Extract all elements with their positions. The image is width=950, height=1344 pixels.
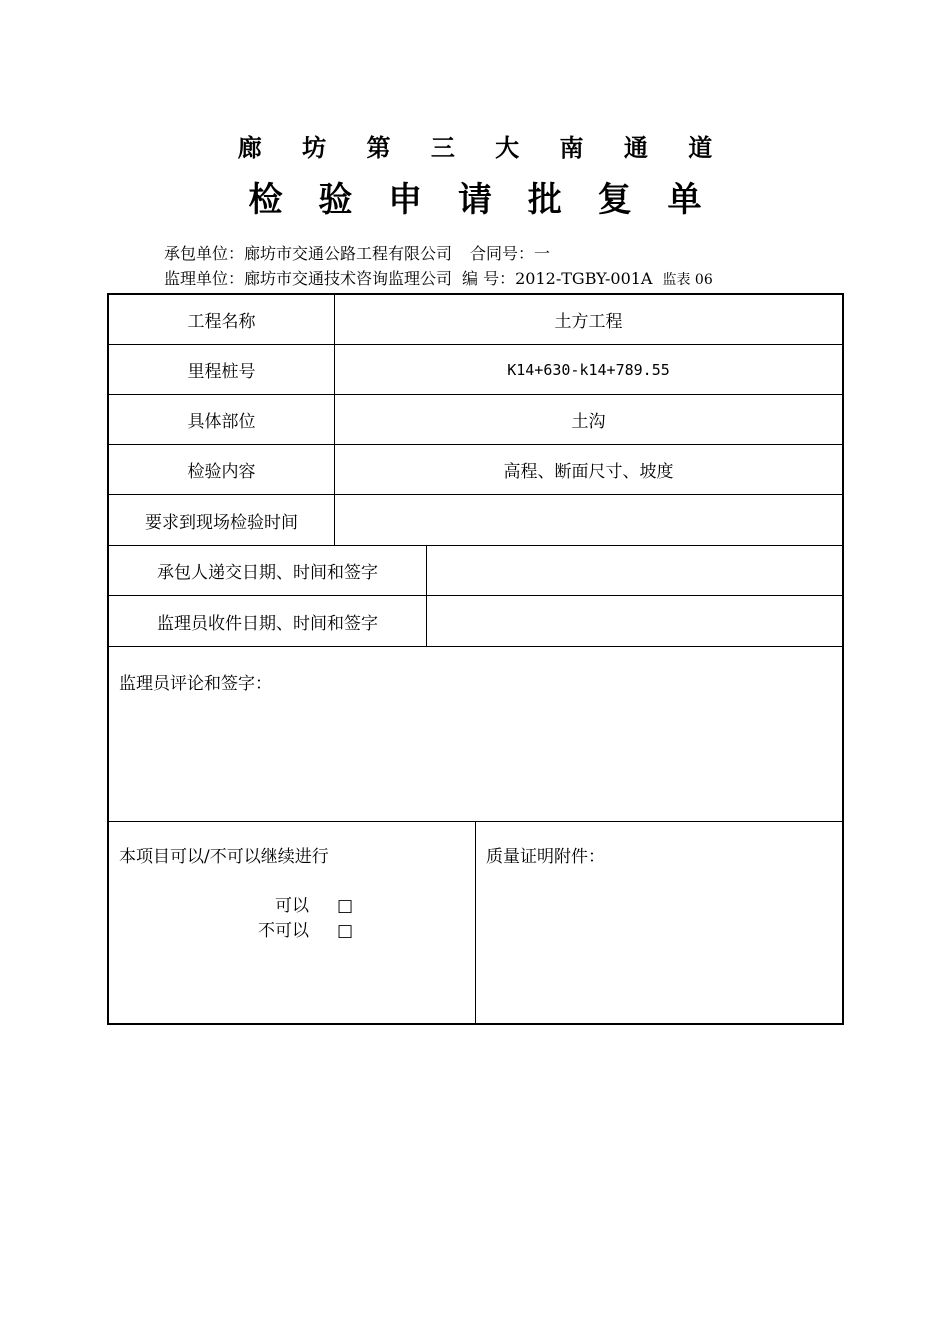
contractor-value: 廊坊市交通公路工程有限公司: [244, 244, 453, 263]
supervisor-label: 监理单位：: [164, 269, 245, 288]
row-label: 要求到现场检验时间: [109, 495, 335, 545]
attachment-label: 质量证明附件：: [486, 847, 605, 867]
checkbox-yes[interactable]: □: [337, 896, 354, 916]
contract-no-value: 一: [534, 244, 551, 263]
row-label: 承包人递交日期、时间和签字: [109, 546, 427, 595]
continue-label: 本项目可以/不可以继续进行: [119, 847, 329, 867]
row-label: 具体部位: [109, 395, 335, 444]
supervisor-comment-area[interactable]: [109, 647, 842, 822]
table-row: [109, 345, 842, 395]
serial-label: 编 号：: [462, 269, 516, 288]
supervisor-receipt-value[interactable]: [427, 596, 842, 646]
inspection-form-table: [107, 293, 844, 1025]
document-title-line2: 检 验 申 请 批 复 单: [248, 180, 714, 220]
comment-label: 监理员评论和签字：: [119, 674, 272, 694]
table-row: [109, 395, 842, 445]
location-value[interactable]: 土沟: [571, 412, 606, 432]
option-no-label: 不可以: [258, 921, 309, 941]
table-row: [109, 295, 842, 345]
contractor-line: [164, 243, 550, 265]
table-row: [109, 596, 842, 647]
inspection-time-value[interactable]: [335, 495, 842, 545]
option-no[interactable]: [245, 916, 353, 941]
table-row: [109, 445, 842, 495]
inspection-content-value[interactable]: 高程、断面尺寸、坡度: [503, 462, 674, 482]
checkbox-no[interactable]: □: [337, 921, 354, 941]
contractor-label: 承包单位：: [164, 244, 245, 263]
serial-value: 2012-TGBY-001A: [515, 269, 653, 288]
attachment-area[interactable]: [476, 822, 842, 1023]
table-row: [109, 546, 842, 596]
contractor-signature-value[interactable]: [427, 546, 842, 595]
table-row: [109, 495, 842, 546]
form-code: 监表 06: [662, 272, 713, 288]
contract-no-label: 合同号：: [470, 244, 535, 263]
document-title-line1: 廊 坊 第 三 大 南 通 道: [237, 133, 729, 162]
supervisor-value: 廊坊市交通技术咨询监理公司: [244, 269, 453, 288]
option-yes-label: 可以: [275, 896, 309, 916]
chainage-value[interactable]: K14+630-k14+789.55: [507, 360, 670, 379]
row-label: 里程桩号: [109, 345, 335, 394]
project-name-value[interactable]: 土方工程: [554, 312, 623, 332]
row-label: 监理员收件日期、时间和签字: [109, 596, 427, 646]
supervisor-line: [164, 268, 713, 291]
row-label: 工程名称: [109, 295, 335, 344]
continue-decision-area: [109, 822, 476, 1023]
option-yes[interactable]: [245, 891, 353, 916]
row-label: 检验内容: [109, 445, 335, 494]
